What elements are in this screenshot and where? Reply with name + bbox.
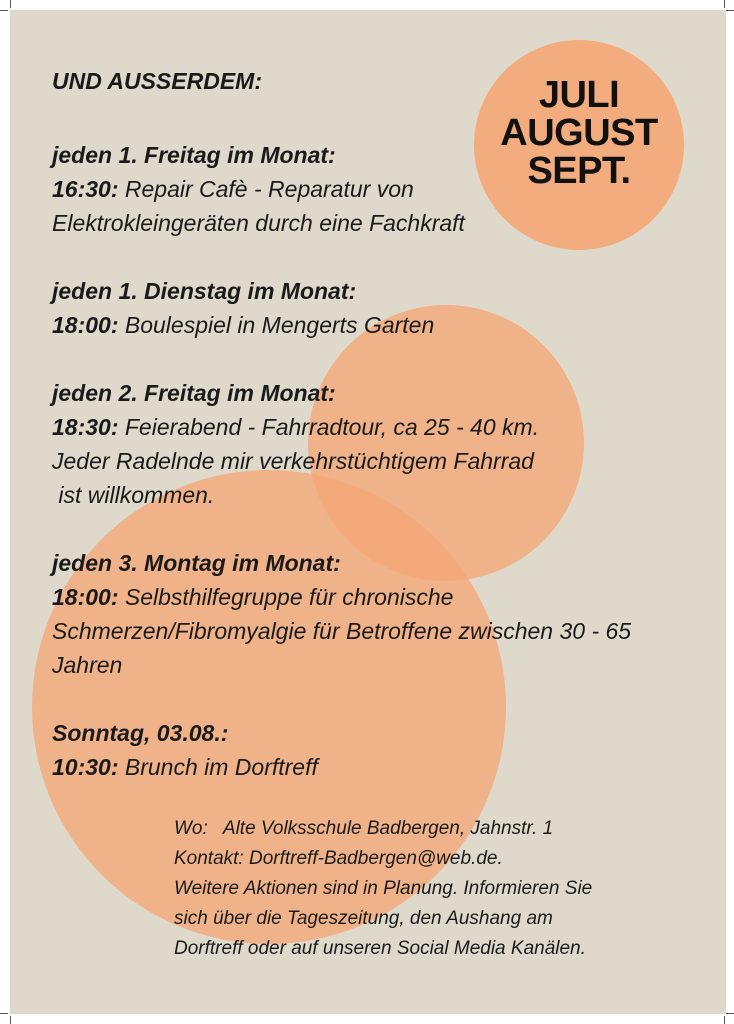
crop-mark bbox=[726, 10, 734, 11]
event-item bbox=[52, 716, 318, 784]
info-text: Weitere Aktionen sind in Planung. Informieren Sie bbox=[174, 878, 593, 899]
event-text: Repair Cafè - Reparatur von bbox=[124, 176, 414, 202]
event-text: Elektrokleingeräten durch eine Fachkraft bbox=[52, 210, 465, 236]
event-heading: jeden 2. Freitag im Monat: bbox=[52, 380, 336, 406]
crop-mark bbox=[0, 1013, 8, 1014]
crop-mark bbox=[10, 0, 11, 8]
event-text: Jeder Radelnde mir verkehrstüchtigem Fahrrad bbox=[52, 448, 534, 474]
event-time: 18:00: bbox=[52, 584, 119, 610]
event-line bbox=[52, 580, 631, 614]
event-line bbox=[52, 410, 539, 444]
event-time: 10:30: bbox=[52, 754, 119, 780]
event-line bbox=[52, 308, 434, 342]
info-text: sich über die Tageszeitung, den Aushang am bbox=[174, 908, 553, 929]
event-heading: jeden 3. Montag im Monat: bbox=[52, 550, 341, 576]
location-text: Wo: Alte Volksschule Badbergen, Jahnstr. 1 bbox=[174, 818, 554, 839]
flyer-page bbox=[10, 10, 726, 1014]
month-label: SEPT. bbox=[527, 150, 631, 192]
month-label: JULI bbox=[538, 74, 620, 116]
event-time: 18:00: bbox=[52, 312, 119, 338]
event-text: Schmerzen/Fibromyalgie für Betroffene zwischen 30 - 65 bbox=[52, 618, 632, 644]
event-heading: jeden 1. Freitag im Monat: bbox=[52, 142, 336, 168]
event-heading: jeden 1. Dienstag im Monat: bbox=[52, 278, 357, 304]
event-line bbox=[52, 172, 465, 206]
event-item bbox=[52, 376, 539, 512]
crop-mark bbox=[724, 0, 725, 8]
event-item bbox=[52, 138, 465, 240]
event-item bbox=[52, 546, 631, 682]
crop-mark bbox=[10, 1016, 11, 1024]
footer-info bbox=[174, 814, 714, 964]
event-text: Boulespiel in Mengerts Garten bbox=[124, 312, 435, 338]
contact-text: Kontakt: Dorftreff-Badbergen@web.de. bbox=[174, 848, 503, 869]
event-text: ist willkommen. bbox=[52, 482, 215, 508]
crop-mark bbox=[724, 1016, 725, 1024]
event-text: Feierabend - Fahrradtour, ca 25 - 40 km. bbox=[124, 414, 540, 440]
event-heading: Sonntag, 03.08.: bbox=[52, 720, 229, 746]
event-time: 18:30: bbox=[52, 414, 119, 440]
event-line bbox=[52, 750, 318, 784]
event-item bbox=[52, 274, 434, 342]
event-text: Selbsthilfegruppe für chronische bbox=[124, 584, 454, 610]
month-label: AUGUST bbox=[500, 112, 658, 154]
months-badge bbox=[484, 76, 674, 190]
crop-mark bbox=[726, 1013, 734, 1014]
event-text: Jahren bbox=[52, 652, 123, 678]
event-text: Brunch im Dorftreff bbox=[124, 754, 318, 780]
intro-heading: UND AUSSERDEM: bbox=[52, 68, 262, 94]
event-time: 16:30: bbox=[52, 176, 119, 202]
info-text: Dorftreff oder auf unseren Social Media Kanälen. bbox=[174, 938, 586, 959]
crop-mark bbox=[0, 10, 8, 11]
